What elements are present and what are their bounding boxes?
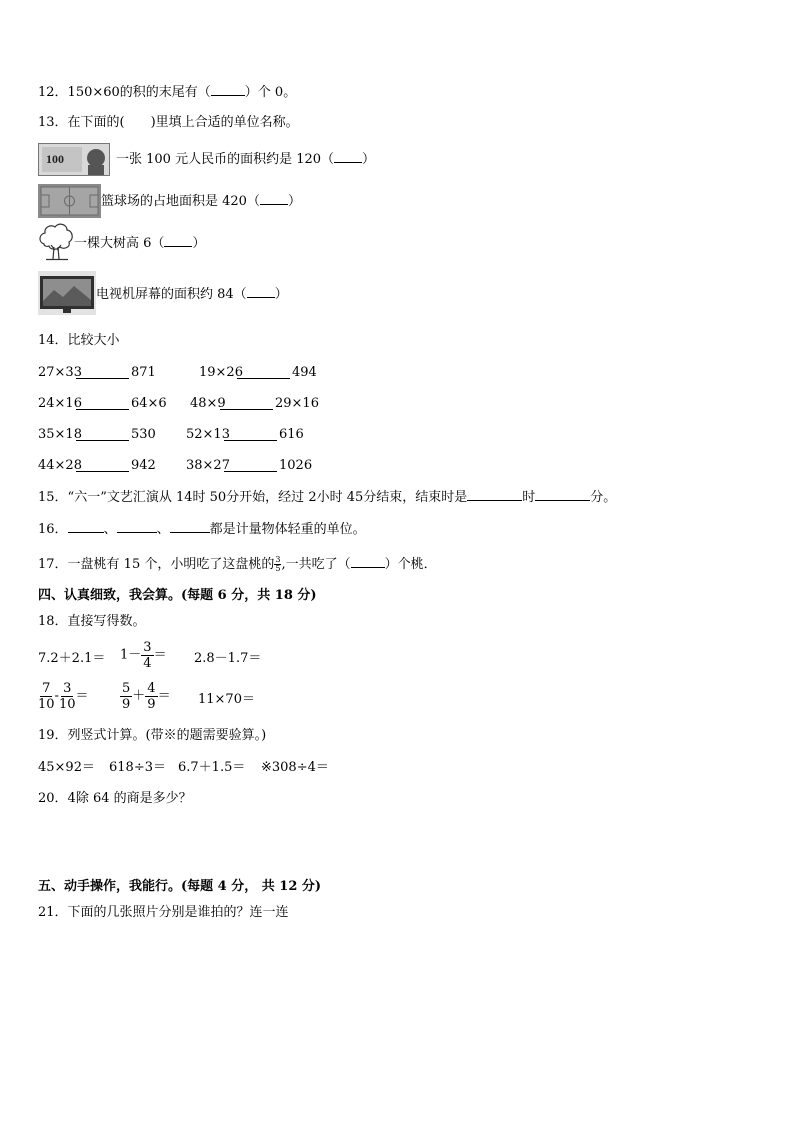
compare-blank[interactable] bbox=[224, 428, 277, 441]
tree-image bbox=[38, 222, 74, 262]
q18-title: 18．直接写得数。 bbox=[38, 614, 146, 629]
answer-blank[interactable] bbox=[164, 234, 192, 247]
answer-blank[interactable] bbox=[211, 83, 245, 96]
fraction: $\frac{3}{4}$ bbox=[143, 640, 152, 671]
compare-blank[interactable] bbox=[76, 428, 129, 441]
basketball-court-image bbox=[38, 184, 101, 218]
fraction: $\frac{3}{5}$ bbox=[275, 555, 281, 573]
compare-blank[interactable] bbox=[224, 459, 277, 472]
answer-blank[interactable] bbox=[247, 285, 275, 298]
compare-blank[interactable] bbox=[76, 366, 129, 379]
compare-blank[interactable] bbox=[220, 397, 273, 410]
section4-title: 四、认真细致，我会算。(每题 6 分，共 18 分) bbox=[38, 588, 317, 603]
compare-blank[interactable] bbox=[237, 366, 290, 379]
unit-blank[interactable] bbox=[117, 520, 157, 533]
q21: 21．下面的几张照片分别是谁拍的？连一连 bbox=[38, 905, 289, 920]
q13-item-court: 篮球场的占地面积是 420（ ） bbox=[101, 194, 301, 209]
q19-title: 19．列竖式计算。(带※的题需要验算。) bbox=[38, 728, 267, 743]
hour-blank[interactable] bbox=[467, 488, 522, 501]
q13-title: 13．在下面的( )里填上合适的单位名称。 bbox=[38, 115, 299, 130]
answer-blank[interactable] bbox=[351, 555, 385, 568]
q16: 16． 、 、 都是计量物体轻重的单位。 bbox=[38, 522, 366, 537]
q17: 17．一盘桃有 15 个，小明吃了这盘桃的 $\frac{3}{5}$ ,一共吃了（ ）个桃． bbox=[38, 555, 437, 573]
q13-item-banknote: 一张 100 元人民币的面积约是 120（ ） bbox=[116, 152, 376, 167]
section5-title: 五、动手操作，我能行。(每题 4 分， 共 12 分) bbox=[38, 879, 322, 894]
q13-item-tv: 电视机屏幕的面积约 84（ ） bbox=[96, 287, 288, 302]
answer-blank[interactable] bbox=[334, 150, 362, 163]
expr: 1－ $\frac{3}{4}$ ＝ bbox=[120, 640, 167, 671]
fraction: $\frac{3}{10}$ bbox=[58, 681, 76, 712]
unit-blank[interactable] bbox=[170, 520, 210, 533]
q15: 15．“六一”文艺汇演从 14时 50分开始，经过 2小时 45分结束，结束时是 时 分。 bbox=[38, 490, 617, 505]
q20: 20．4除 64 的商是多少？ bbox=[38, 791, 192, 806]
banknote-value: 100 bbox=[46, 152, 64, 166]
answer-blank[interactable] bbox=[260, 192, 288, 205]
q14-title: 14．比较大小 bbox=[38, 333, 120, 348]
fraction: $\frac{4}{9}$ bbox=[147, 681, 156, 712]
compare-blank[interactable] bbox=[76, 459, 129, 472]
fraction: $\frac{5}{9}$ bbox=[122, 681, 131, 712]
minute-blank[interactable] bbox=[535, 488, 590, 501]
fraction: $\frac{7}{10}$ bbox=[38, 681, 55, 712]
unit-blank[interactable] bbox=[68, 520, 104, 533]
banknote-image bbox=[38, 143, 110, 176]
compare-blank[interactable] bbox=[76, 397, 129, 410]
q12: 12．150×60的积的末尾有（ ）个 0。 bbox=[38, 85, 297, 100]
tv-image bbox=[38, 271, 96, 315]
q13-item-tree: 一棵大树高 6（ ） bbox=[74, 236, 206, 251]
expr: $\frac{7}{10}$ - $\frac{3}{10}$ ＝ bbox=[38, 681, 89, 712]
expr: $\frac{5}{9}$ ＋ $\frac{4}{9}$ ＝ bbox=[122, 681, 171, 712]
